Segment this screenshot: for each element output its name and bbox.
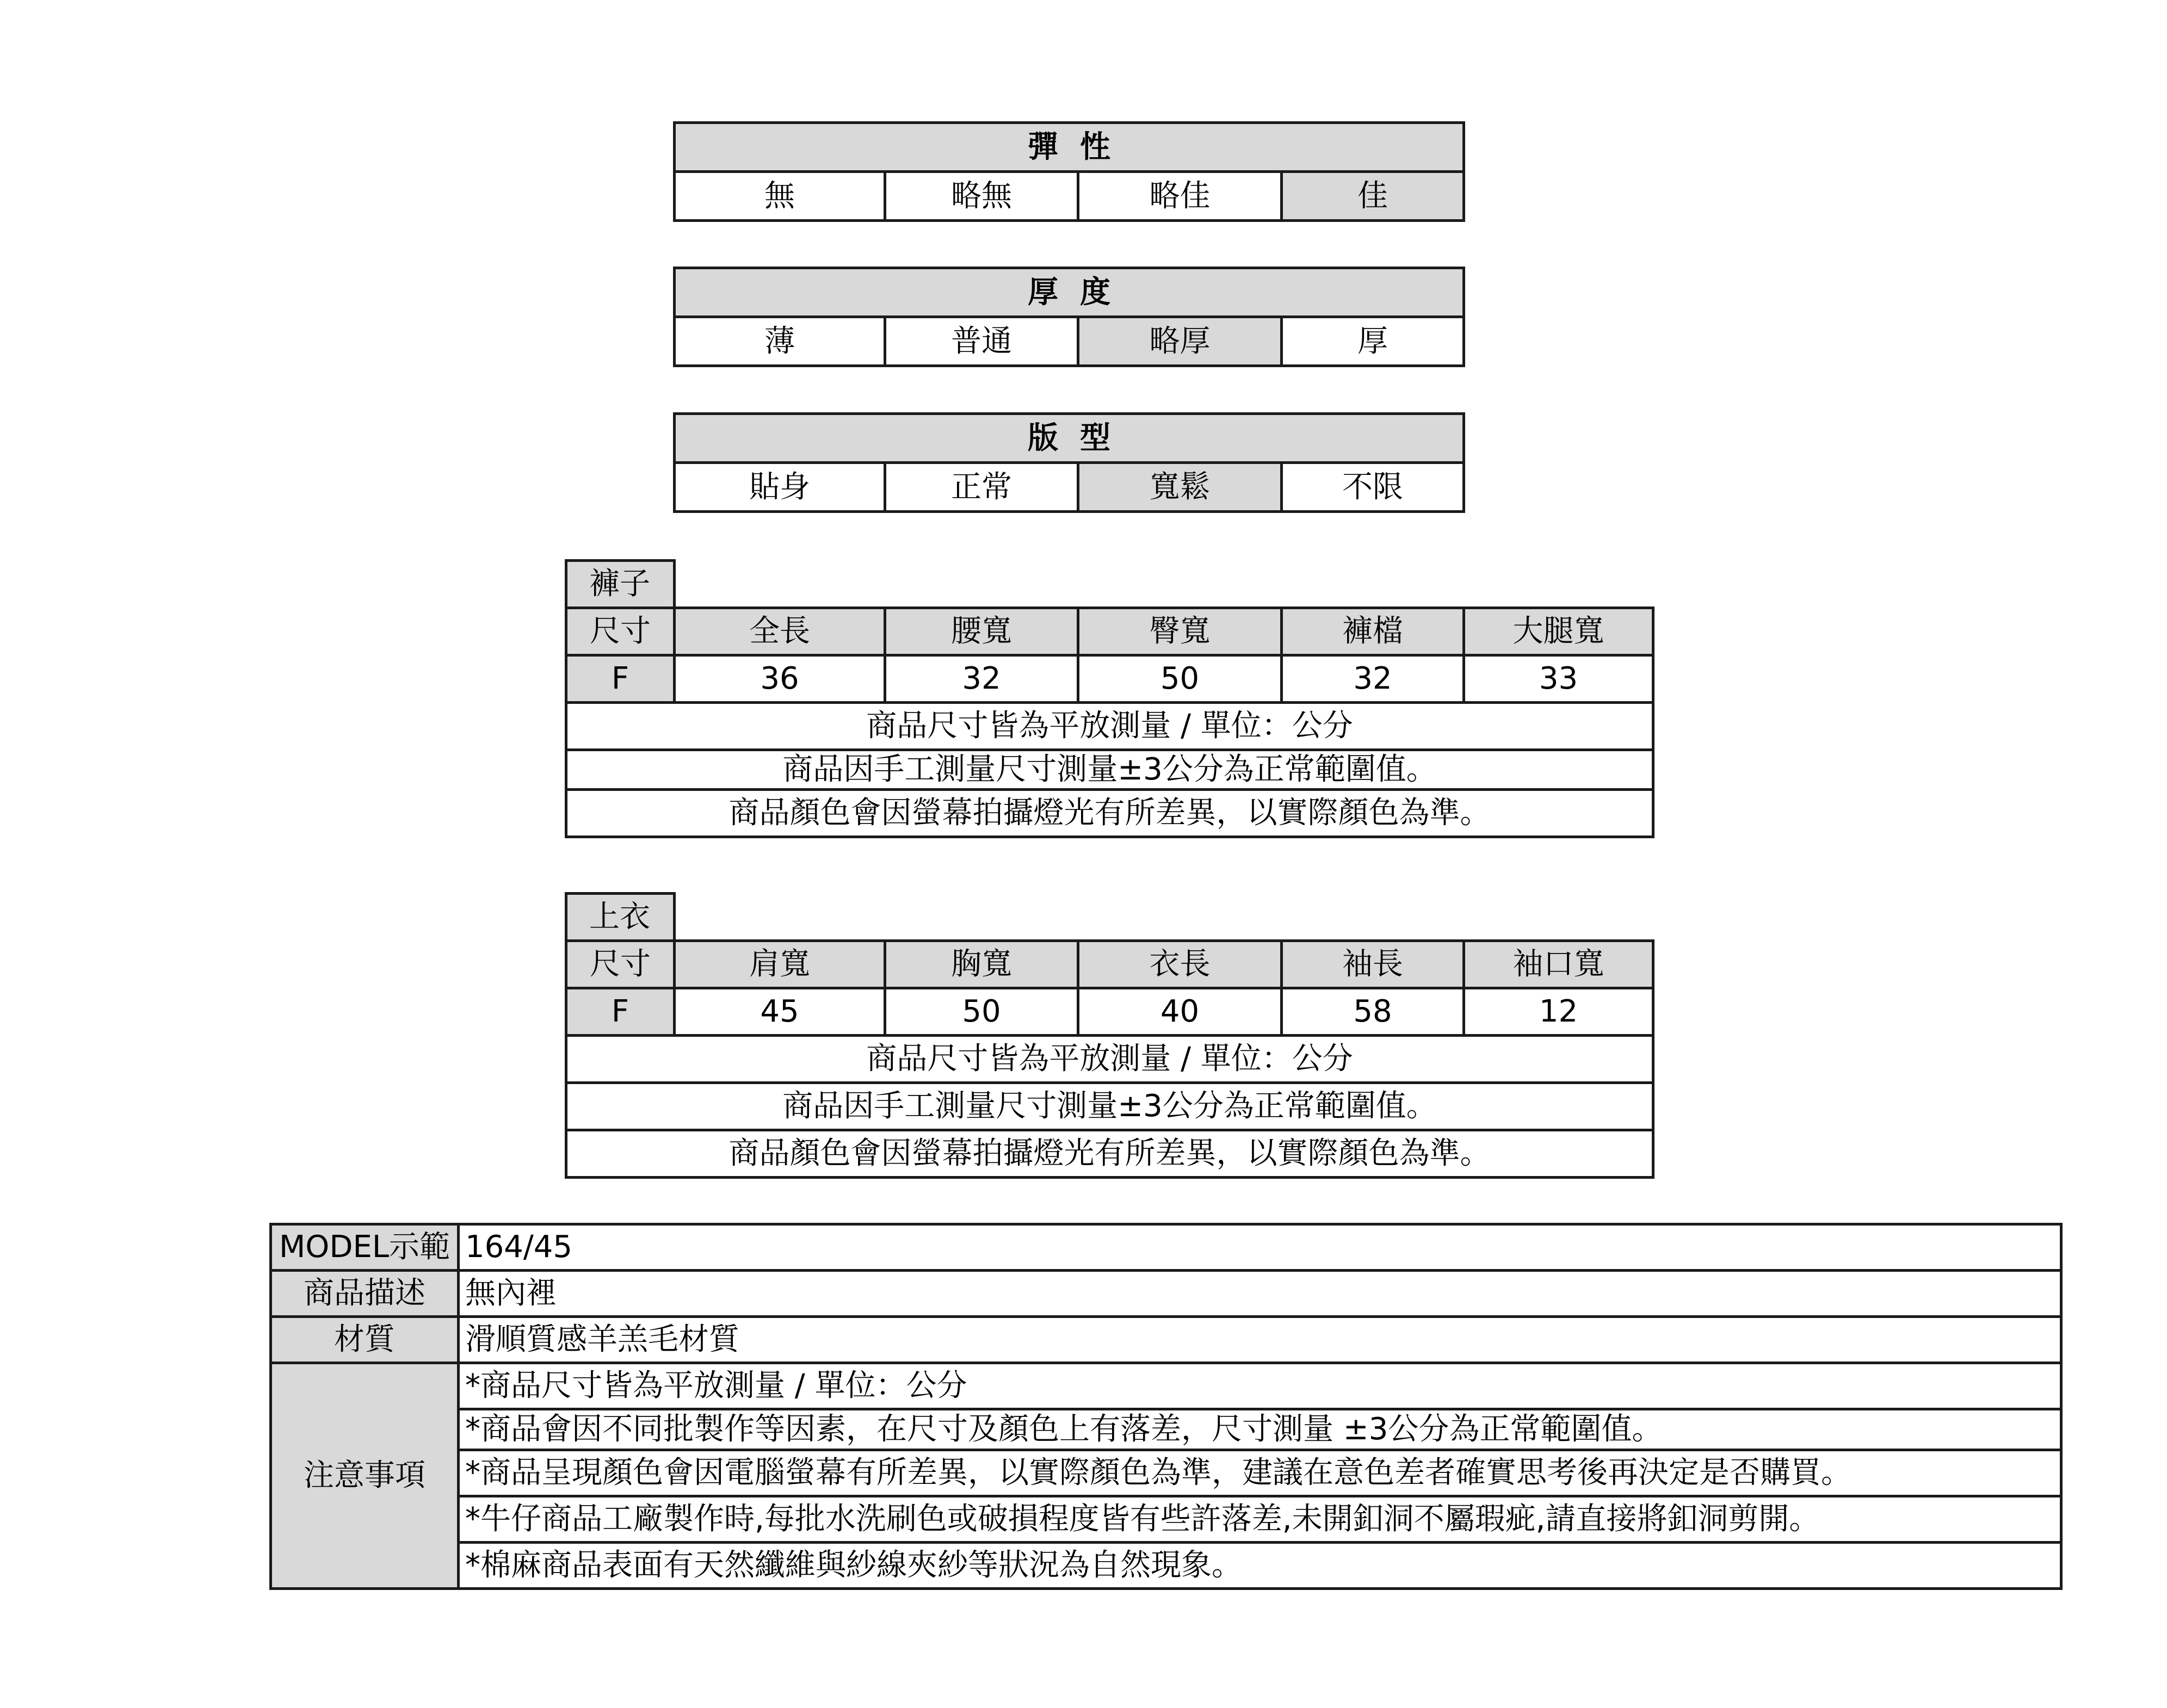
top-cell: 50 [885,988,1078,1036]
pants-col-header: 褲檔 [1282,608,1464,655]
thickness-option: 厚 [1282,317,1464,366]
material-value: 滑順質感羊羔毛材質 [459,1317,2061,1363]
elasticity-option-selected: 佳 [1282,172,1464,221]
fit-option: 不限 [1282,463,1464,512]
pants-cell: 33 [1464,655,1653,703]
pants-category: 褲子 [566,561,675,608]
pants-size-label: 尺寸 [566,608,675,655]
thickness-title: 厚度 [675,268,1464,317]
pants-col-header: 腰寬 [885,608,1078,655]
pants-col-header: 全長 [675,608,885,655]
notice-item: *商品尺寸皆為平放測量 / 單位：公分 [459,1363,2061,1409]
elasticity-option: 無 [675,172,885,221]
fit-table [673,412,1465,513]
pants-cell: 50 [1078,655,1282,703]
top-note: 商品因手工測量尺寸測量±3公分為正常範圍值。 [566,1083,1653,1130]
top-col-header: 胸寬 [885,941,1078,988]
thickness-option: 薄 [675,317,885,366]
material-label: 材質 [271,1317,459,1363]
thickness-option: 普通 [885,317,1078,366]
pants-cell: 32 [885,655,1078,703]
description-value: 無內裡 [459,1271,2061,1317]
top-col-header: 袖口寬 [1464,941,1653,988]
pants-size-table [565,559,1654,838]
notice-item: *商品呈現顏色會因電腦螢幕有所差異，以實際顏色為準，建議在意色差者確實思考後再決定是否購買。 [459,1450,2061,1496]
elasticity-title: 彈性 [675,123,1464,172]
top-category: 上衣 [566,894,675,941]
fit-option: 貼身 [675,463,885,512]
fit-option-selected: 寬鬆 [1078,463,1282,512]
notice-item: *牛仔商品工廠製作時,每批水洗刷色或破損程度皆有些許落差,未開釦洞不屬瑕疵,請直接將釦洞剪開。 [459,1496,2061,1543]
notice-item: *棉麻商品表面有天然纖維與紗線夾紗等狀況為自然現象。 [459,1543,2061,1589]
model-label: MODEL示範 [271,1224,459,1271]
description-label: 商品描述 [271,1271,459,1317]
elasticity-option: 略佳 [1078,172,1282,221]
fit-title: 版型 [675,414,1464,463]
pants-cell: 36 [675,655,885,703]
pants-size-value: F [566,655,675,703]
pants-col-header: 臀寬 [1078,608,1282,655]
top-col-header: 肩寬 [675,941,885,988]
top-cell: 40 [1078,988,1282,1036]
pants-cell: 32 [1282,655,1464,703]
fit-option: 正常 [885,463,1078,512]
top-cell: 12 [1464,988,1653,1036]
table-row [566,655,1653,703]
model-value: 164/45 [459,1224,2061,1271]
product-info-table [269,1223,2063,1590]
top-col-header: 衣長 [1078,941,1282,988]
blank-cell [675,894,1653,941]
top-size-label: 尺寸 [566,941,675,988]
pants-col-header: 大腿寬 [1464,608,1653,655]
pants-note: 商品尺寸皆為平放測量 / 單位：公分 [566,703,1653,750]
top-cell: 58 [1282,988,1464,1036]
notice-item: *商品會因不同批製作等因素，在尺寸及顏色上有落差，尺寸測量 ±3公分為正常範圍值。 [459,1409,2061,1450]
thickness-option-selected: 略厚 [1078,317,1282,366]
elasticity-table [673,121,1465,222]
top-size-table [565,892,1654,1179]
top-note: 商品顏色會因螢幕拍攝燈光有所差異，以實際顏色為準。 [566,1130,1653,1178]
pants-note: 商品因手工測量尺寸測量±3公分為正常範圍值。 [566,750,1653,790]
top-note: 商品尺寸皆為平放測量 / 單位：公分 [566,1036,1653,1083]
pants-note: 商品顏色會因螢幕拍攝燈光有所差異，以實際顏色為準。 [566,790,1653,837]
elasticity-option: 略無 [885,172,1078,221]
thickness-table [673,267,1465,367]
blank-cell [675,561,1653,608]
top-col-header: 袖長 [1282,941,1464,988]
table-row [566,988,1653,1036]
top-cell: 45 [675,988,885,1036]
notice-label: 注意事項 [271,1363,459,1589]
top-size-value: F [566,988,675,1036]
